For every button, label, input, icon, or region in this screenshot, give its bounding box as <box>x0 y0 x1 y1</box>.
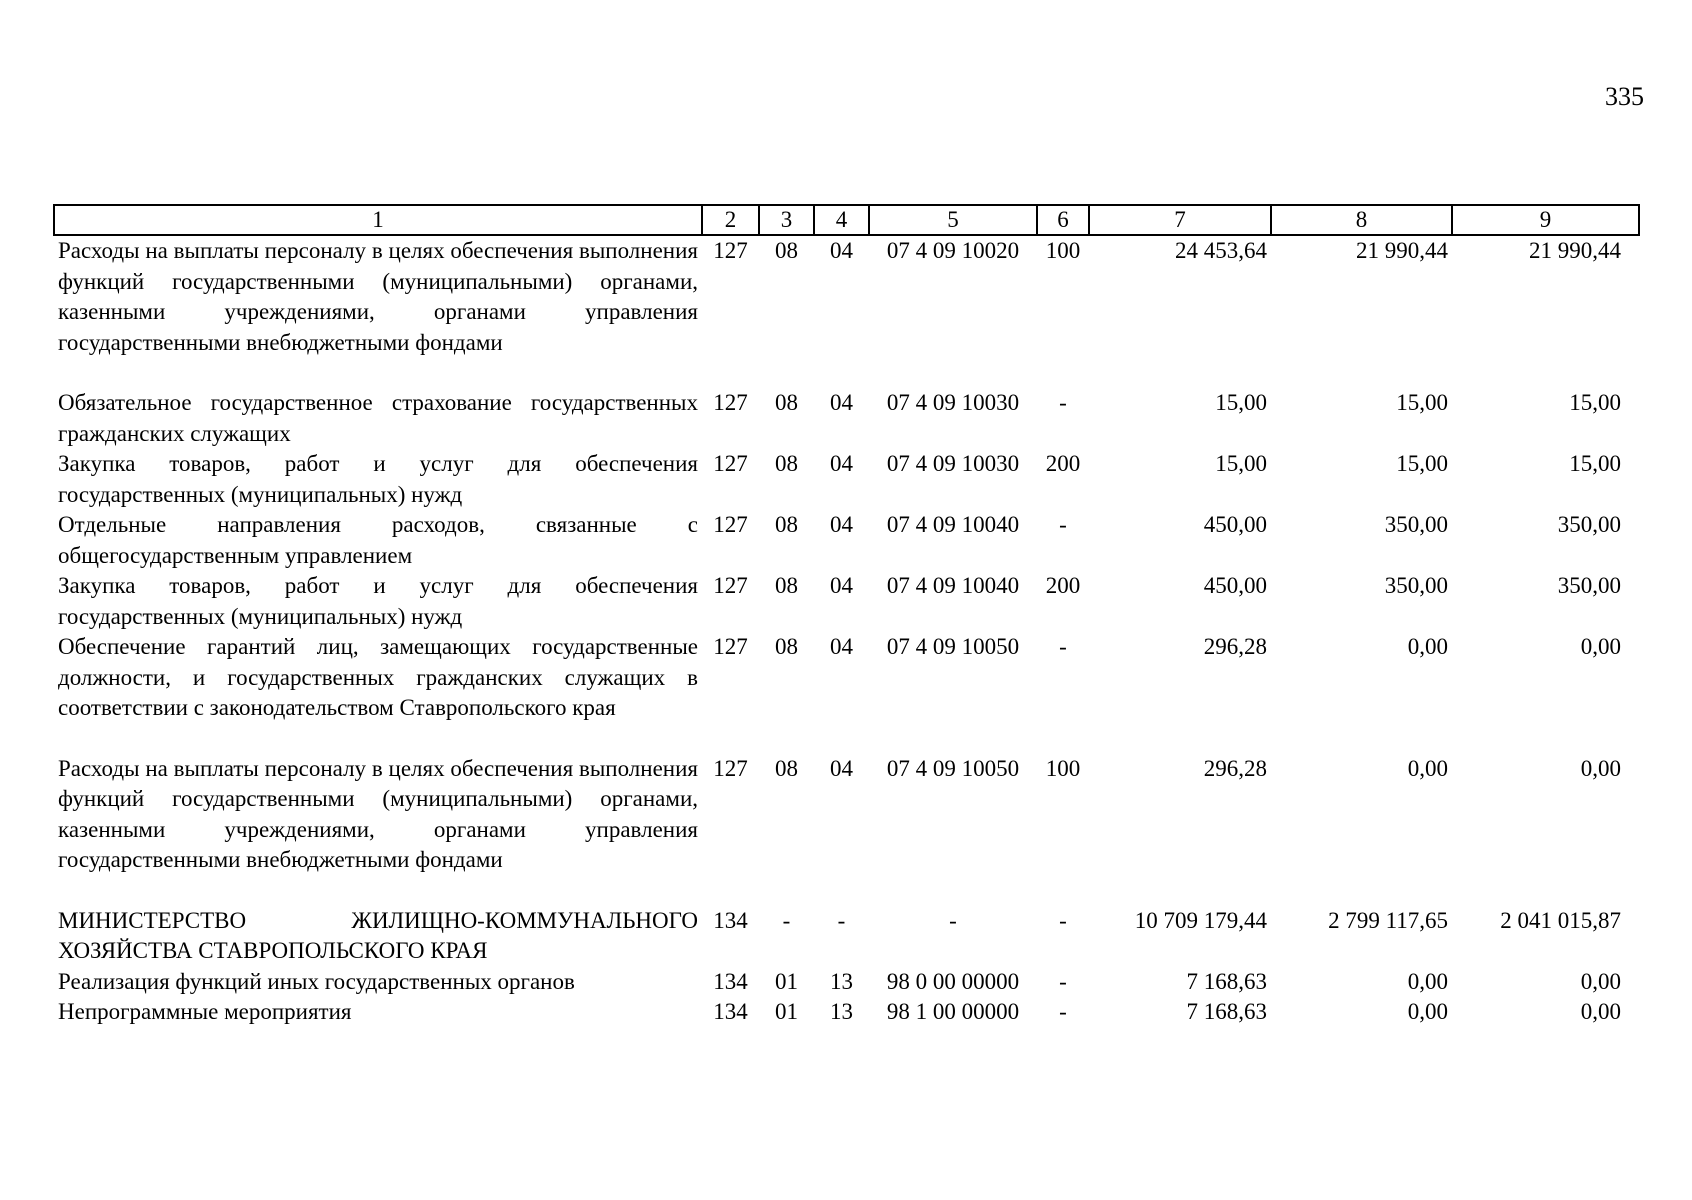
cell-code-4: 04 <box>830 573 853 598</box>
cell-value-7: 15,00 <box>1215 390 1267 415</box>
table-row <box>54 388 1639 449</box>
cell-value-9: 0,00 <box>1580 999 1621 1024</box>
cell-code-2: 127 <box>713 238 748 263</box>
cell-code-5: 07 4 09 10040 <box>886 512 1020 537</box>
row-name: Расходы на выплаты персоналу в целях обеспечения выполнения функций государственными (муниципальными) органами, казенными учреждениями, органами управления государственными внебюджетными фондами <box>58 238 698 355</box>
budget-table <box>53 204 1640 1028</box>
cell-code-5: 98 1 00 00000 <box>886 999 1020 1024</box>
cell-code-4: 13 <box>830 968 853 994</box>
cell-value-8: 0,00 <box>1407 999 1448 1024</box>
cell-code-4: 13 <box>830 999 853 1024</box>
cell-value-8: 350,00 <box>1384 512 1448 537</box>
cell-code-4: 04 <box>830 451 853 476</box>
cell-code-4: 04 <box>830 512 853 537</box>
cell-value-9: 350,00 <box>1557 512 1621 537</box>
cell-value-7: 24 453,64 <box>1175 238 1267 263</box>
row-spacer <box>54 724 1639 754</box>
row-spacer-cell <box>54 876 1639 906</box>
cell-code-2: 127 <box>713 390 748 415</box>
cell-code-5: 07 4 09 10040 <box>886 573 1020 598</box>
cell-value-9: 0,00 <box>1580 968 1621 994</box>
table-row <box>54 571 1639 632</box>
table-row <box>54 754 1639 876</box>
cell-value-7: 10 709 179,44 <box>1134 907 1267 933</box>
table-row <box>54 449 1639 510</box>
row-name: Обеспечение гарантий лиц, замещающих государственные должности, и государственных гражданских служащих в соответствии с законодательством Ставропольского края <box>58 634 698 720</box>
cell-code-4: 04 <box>830 755 853 781</box>
cell-code-3: - <box>782 907 791 933</box>
row-name: МИНИСТЕРСТВО ЖИЛИЩНО-КОММУНАЛЬНОГО ХОЗЯЙСТВА СТАВРОПОЛЬСКОГО КРАЯ <box>58 907 698 963</box>
table-row <box>54 997 1639 1028</box>
cell-code-2: 134 <box>713 968 748 994</box>
cell-code-5: 07 4 09 10030 <box>886 451 1020 476</box>
cell-code-6: 200 <box>1045 573 1081 598</box>
cell-value-9: 0,00 <box>1580 755 1621 781</box>
cell-code-2: 127 <box>713 634 748 659</box>
table-row <box>54 967 1639 998</box>
row-name: Непрограммные мероприятия <box>58 999 352 1024</box>
cell-value-7: 296,28 <box>1203 634 1267 659</box>
cell-value-9: 0,00 <box>1580 634 1621 659</box>
cell-code-4: 04 <box>830 634 853 659</box>
row-spacer-cell <box>54 724 1639 754</box>
cell-value-8: 0,00 <box>1407 968 1448 994</box>
cell-code-3: 01 <box>775 999 798 1024</box>
cell-value-8: 0,00 <box>1407 755 1448 781</box>
header-row <box>54 205 1639 235</box>
cell-value-9: 15,00 <box>1569 451 1621 476</box>
cell-code-3: 08 <box>775 390 798 415</box>
cell-value-8: 350,00 <box>1384 573 1448 598</box>
column-header-9: 9 <box>1452 205 1639 235</box>
row-name: Закупка товаров, работ и услуг для обеспечения государственных (муниципальных) нужд <box>58 573 698 629</box>
column-header-7: 7 <box>1089 205 1271 235</box>
row-spacer <box>54 358 1639 388</box>
cell-code-3: 08 <box>775 451 798 476</box>
cell-value-8: 15,00 <box>1396 390 1448 415</box>
table-body <box>54 235 1639 1028</box>
table-row <box>54 632 1639 724</box>
row-name: Расходы на выплаты персоналу в целях обеспечения выполнения функций государственными (муниципальными) органами, казенными учреждениями, органами управления государственными внебюджетными фондами <box>58 755 698 872</box>
cell-code-3: 08 <box>775 512 798 537</box>
cell-value-7: 450,00 <box>1203 573 1267 598</box>
cell-code-2: 127 <box>713 755 748 781</box>
row-name: Отдельные направления расходов, связанные с общегосударственным управлением <box>58 512 698 568</box>
cell-value-8: 0,00 <box>1407 634 1448 659</box>
cell-value-8: 21 990,44 <box>1356 238 1448 263</box>
cell-code-6: - <box>1059 999 1067 1024</box>
cell-value-7: 450,00 <box>1203 512 1267 537</box>
cell-code-2: 127 <box>713 451 748 476</box>
column-header-5: 5 <box>869 205 1037 235</box>
column-header-2: 2 <box>702 205 759 235</box>
cell-code-6: - <box>1059 390 1067 415</box>
cell-code-5: - <box>949 907 957 933</box>
cell-code-6: - <box>1059 512 1067 537</box>
cell-code-3: 08 <box>775 573 798 598</box>
cell-value-9: 15,00 <box>1569 390 1621 415</box>
cell-code-5: 07 4 09 10030 <box>886 390 1020 415</box>
cell-value-7: 7 168,63 <box>1186 968 1267 994</box>
cell-code-6: 200 <box>1045 451 1081 476</box>
row-name: Закупка товаров, работ и услуг для обеспечения государственных (муниципальных) нужд <box>58 451 698 507</box>
cell-code-4: 04 <box>830 390 853 415</box>
cell-value-9: 21 990,44 <box>1529 238 1621 263</box>
table-row <box>54 906 1639 967</box>
cell-code-2: 127 <box>713 573 748 598</box>
table-row <box>54 235 1639 358</box>
cell-code-5: 98 0 00 00000 <box>886 968 1020 994</box>
column-header-8: 8 <box>1271 205 1452 235</box>
cell-code-5: 07 4 09 10050 <box>886 634 1020 659</box>
row-spacer <box>54 876 1639 906</box>
cell-code-6: 100 <box>1045 238 1081 263</box>
cell-code-6: - <box>1059 968 1067 994</box>
cell-code-2: 134 <box>713 907 748 933</box>
cell-code-3: 01 <box>775 968 798 994</box>
cell-code-5: 07 4 09 10020 <box>886 238 1020 263</box>
cell-code-5: 07 4 09 10050 <box>886 755 1020 781</box>
cell-code-6: - <box>1059 907 1067 933</box>
cell-value-8: 15,00 <box>1396 451 1448 476</box>
row-name: Обязательное государственное страхование государственных гражданских служащих <box>58 390 698 446</box>
cell-code-3: 08 <box>775 634 798 659</box>
column-header-3: 3 <box>759 205 814 235</box>
cell-value-8: 2 799 117,65 <box>1328 907 1448 933</box>
cell-code-3: 08 <box>775 755 798 781</box>
cell-code-6: - <box>1059 634 1067 659</box>
cell-code-2: 127 <box>713 512 748 537</box>
page-number: 335 <box>1605 82 1644 111</box>
cell-value-7: 15,00 <box>1215 451 1267 476</box>
column-header-6: 6 <box>1037 205 1089 235</box>
cell-value-9: 350,00 <box>1557 573 1621 598</box>
row-spacer-cell <box>54 358 1639 388</box>
cell-value-7: 296,28 <box>1203 755 1267 781</box>
cell-value-7: 7 168,63 <box>1186 999 1267 1024</box>
cell-code-2: 134 <box>713 999 748 1024</box>
cell-code-6: 100 <box>1045 755 1081 781</box>
cell-code-4: - <box>837 907 846 933</box>
column-header-4: 4 <box>814 205 869 235</box>
cell-code-3: 08 <box>775 238 798 263</box>
table-row <box>54 510 1639 571</box>
column-header-1: 1 <box>54 205 702 235</box>
cell-value-9: 2 041 015,87 <box>1500 907 1621 933</box>
cell-code-4: 04 <box>830 238 853 263</box>
row-name: Реализация функций иных государственных органов <box>58 968 575 994</box>
